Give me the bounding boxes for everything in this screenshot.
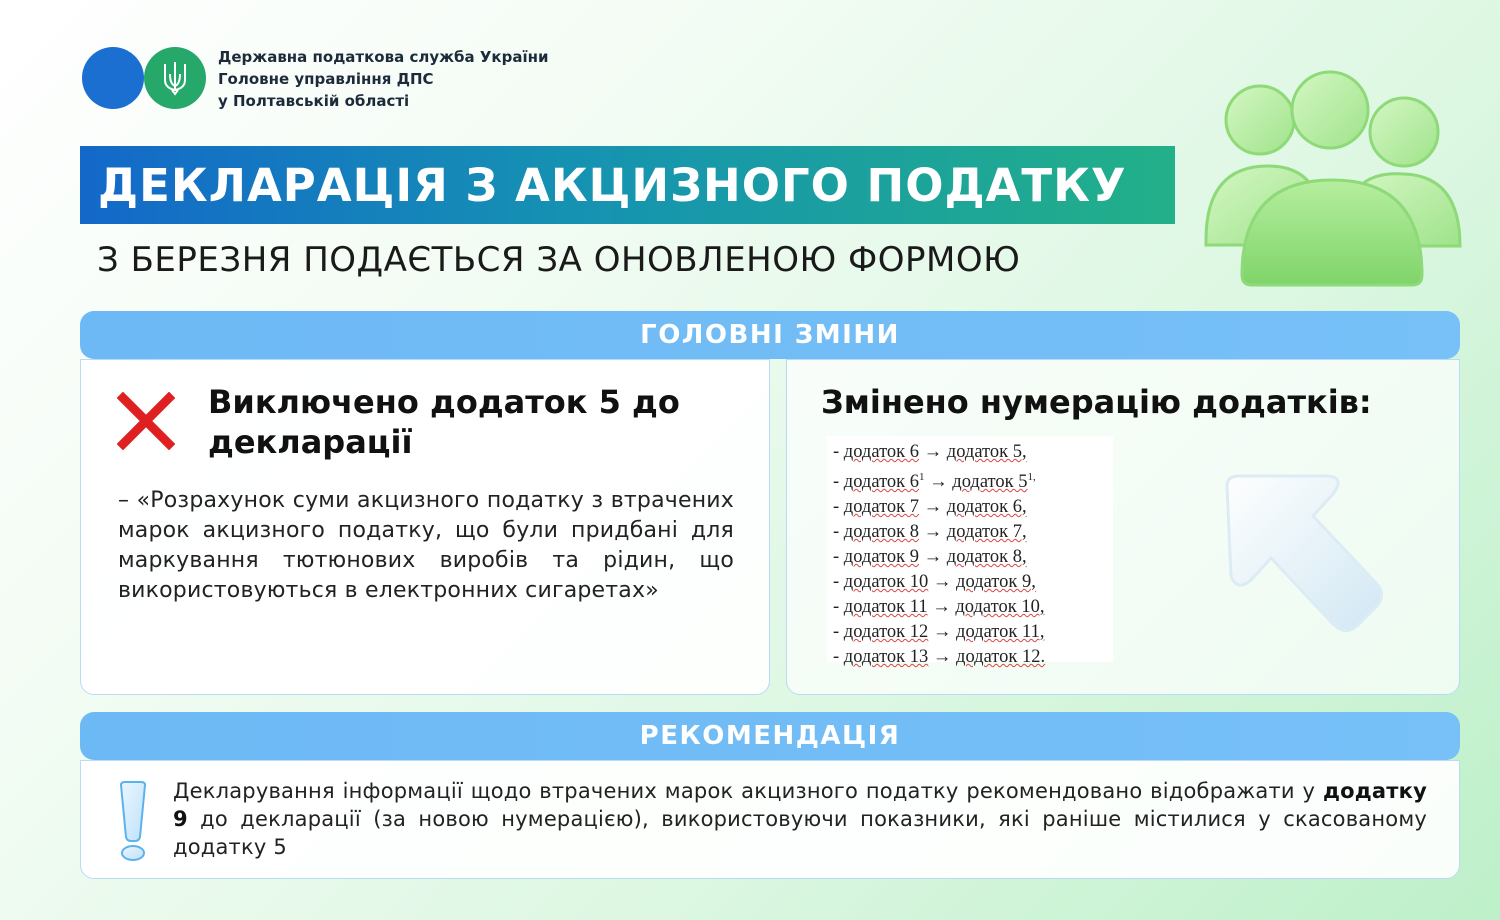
renumbering-old-appendix: додаток 7 xyxy=(843,497,920,518)
renumbering-item-prefix: - xyxy=(833,572,844,593)
renumbering-new-appendix: додаток 9, xyxy=(956,572,1036,593)
renumbering-arrow: → xyxy=(932,647,952,668)
renumbering-item xyxy=(833,465,1113,495)
people-group-icon xyxy=(1198,70,1468,295)
renumbering-arrow: → xyxy=(932,622,952,643)
renumbering-new-appendix: додаток 8, xyxy=(946,547,1027,568)
title-banner xyxy=(80,146,1175,224)
renumbering-new-appendix: додаток 10, xyxy=(955,597,1045,618)
renumbering-old-appendix: додаток 10 xyxy=(843,572,929,593)
excluded-appendix-card xyxy=(80,359,770,695)
renumbering-arrow: → xyxy=(923,547,943,568)
renumbering-new-appendix: додаток 5, xyxy=(946,442,1027,462)
exclamation-icon xyxy=(115,781,151,863)
renumbering-item-prefix: - xyxy=(833,547,844,568)
recommendation-header xyxy=(80,712,1460,760)
recommendation-card xyxy=(80,760,1460,879)
renumbering-item-prefix: - xyxy=(833,622,844,643)
org-line-1: Державна податкова служба України xyxy=(218,48,549,66)
red-cross-icon xyxy=(117,392,175,450)
org-line-2: Головне управління ДПС xyxy=(218,70,434,88)
renumbering-item xyxy=(833,620,1113,645)
renumbering-card xyxy=(786,359,1460,695)
excluded-appendix-description: – «Розрахунок суми акцизного податку з втрачених марок акцизного податку, що були придбані для маркування тютюнових виробів та рідин, що використовуються в електронних сигаретах» xyxy=(118,488,734,603)
renumbering-item xyxy=(833,645,1113,670)
renumbering-item xyxy=(833,545,1113,570)
renumbering-new-appendix: додаток 5 xyxy=(952,472,1028,493)
renumbering-old-appendix: додаток 8 xyxy=(843,522,920,543)
recommendation-text-bold: додатку 9 xyxy=(173,779,1427,831)
renumbering-old-appendix: додаток 6 xyxy=(843,442,920,462)
organization-name xyxy=(218,46,548,112)
renumbering-list xyxy=(827,436,1113,668)
logo-blue-circle xyxy=(82,47,144,109)
renumbering-item-prefix: - xyxy=(833,522,844,543)
page-title: ДЕКЛАРАЦІЯ З АКЦИЗНОГО ПОДАТКУ xyxy=(98,158,1127,212)
renumbering-arrow: → xyxy=(932,597,951,618)
renumbering-new-appendix: додаток 12. xyxy=(956,647,1046,668)
recommendation-text xyxy=(173,777,1427,861)
recommendation-heading: РЕКОМЕНДАЦІЯ xyxy=(639,721,901,751)
arrow-up-left-icon xyxy=(1217,472,1397,642)
renumbering-arrow: → xyxy=(923,522,943,543)
renumbering-item xyxy=(833,570,1113,595)
renumbering-old-appendix: додаток 11 xyxy=(843,597,928,618)
renumbering-item xyxy=(833,595,1113,620)
renumbering-new-appendix: додаток 11, xyxy=(956,622,1045,643)
main-changes-header xyxy=(80,311,1460,359)
renumbering-new-appendix: додаток 6, xyxy=(946,497,1027,518)
dps-logo xyxy=(82,47,208,109)
recommendation-text-after: до декларації (за новою нумерацією), використовуючи показники, які раніше містилися у скасованому додатку 5 xyxy=(173,807,1427,859)
main-changes-heading: ГОЛОВНІ ЗМІНИ xyxy=(640,320,900,350)
renumbering-item-prefix: - xyxy=(833,472,844,493)
renumbering-old-appendix: додаток 6 xyxy=(843,472,920,493)
renumbering-old-appendix: додаток 13 xyxy=(843,647,929,668)
renumbering-arrow: → xyxy=(932,572,952,593)
logo-green-circle xyxy=(144,47,206,109)
renumbering-item xyxy=(833,495,1113,520)
renumbering-item xyxy=(833,440,1113,465)
renumbering-arrow: → xyxy=(923,497,943,518)
trident-icon xyxy=(162,60,188,96)
renumbering-title: Змінено нумерацію додатків: xyxy=(821,383,1372,421)
renumbering-new-superscript: 1, xyxy=(1027,471,1036,483)
org-line-3: у Полтавській області xyxy=(218,92,410,110)
renumbering-old-appendix: додаток 12 xyxy=(843,622,929,643)
renumbering-old-superscript: 1 xyxy=(919,471,925,483)
renumbering-item-prefix: - xyxy=(833,597,844,618)
excluded-appendix-title: Виключено додаток 5 до декларації xyxy=(208,383,680,461)
renumbering-old-appendix: додаток 9 xyxy=(843,547,920,568)
recommendation-text-before: Декларування інформації щодо втрачених марок акцизного податку рекомендовано відображати у xyxy=(173,779,1323,803)
renumbering-arrow: → xyxy=(923,442,943,462)
renumbering-item-prefix: - xyxy=(833,497,844,518)
page-subtitle: З БЕРЕЗНЯ ПОДАЄТЬСЯ ЗА ОНОВЛЕНОЮ ФОРМОЮ xyxy=(97,240,1021,280)
renumbering-new-appendix: додаток 7, xyxy=(946,522,1027,543)
renumbering-item xyxy=(833,520,1113,545)
renumbering-item-prefix: - xyxy=(833,442,844,462)
renumbering-item-prefix: - xyxy=(833,647,844,668)
renumbering-arrow: → xyxy=(929,472,948,493)
